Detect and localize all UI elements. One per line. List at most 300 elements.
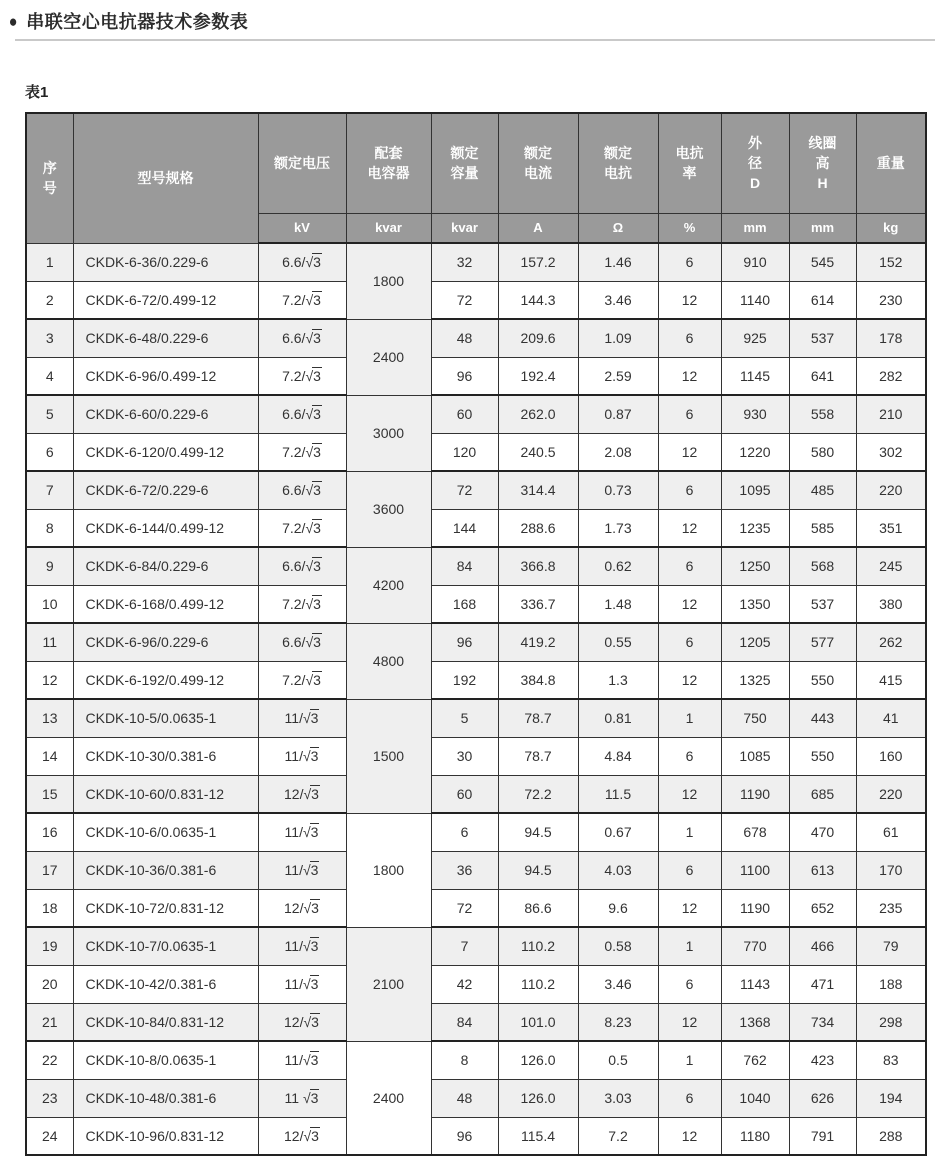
parameters-table xyxy=(25,112,927,1156)
col-header-label-line: 重量 xyxy=(876,155,905,172)
cell-capacitor: 2400 xyxy=(346,1041,431,1155)
cell-voltage xyxy=(258,775,346,813)
sqrt-icon: √3 xyxy=(305,254,321,271)
voltage-prefix: 12/ xyxy=(284,1127,304,1144)
col-header-diameter xyxy=(721,113,789,213)
cell-model: CKDK-10-60/0.831-12 xyxy=(73,775,258,813)
col-header-current xyxy=(498,113,578,213)
cell-diameter: 1140 xyxy=(721,281,789,319)
cell-model: CKDK-6-48/0.229-6 xyxy=(73,319,258,357)
cell-weight: 235 xyxy=(856,889,926,927)
table-row xyxy=(26,623,926,661)
col-header-voltage xyxy=(258,113,346,213)
cell-rate: 12 xyxy=(658,357,721,395)
cell-rate: 12 xyxy=(658,1117,721,1155)
col-header-reactance xyxy=(578,113,658,213)
cell-weight: 380 xyxy=(856,585,926,623)
cell-current: 78.7 xyxy=(498,737,578,775)
cell-voltage xyxy=(258,509,346,547)
cell-weight: 170 xyxy=(856,851,926,889)
cell-rate: 1 xyxy=(658,1041,721,1079)
cell-no: 19 xyxy=(26,927,73,965)
cell-model: CKDK-6-120/0.499-12 xyxy=(73,433,258,471)
cell-capacitor: 1800 xyxy=(346,813,431,927)
cell-coil-height: 585 xyxy=(789,509,856,547)
voltage-radicand: 3 xyxy=(313,482,321,499)
cell-capacity: 60 xyxy=(431,775,498,813)
col-header-label-line: 电流 xyxy=(524,165,552,182)
voltage-prefix: 7.2/ xyxy=(282,291,306,308)
voltage-prefix: 6.6/ xyxy=(282,254,306,271)
header-row-labels xyxy=(26,113,926,213)
cell-capacity: 84 xyxy=(431,547,498,585)
col-header-rate xyxy=(658,113,721,213)
cell-weight: 41 xyxy=(856,699,926,737)
voltage-prefix: 11/ xyxy=(284,976,303,992)
cell-model: CKDK-6-84/0.229-6 xyxy=(73,547,258,585)
cell-voltage xyxy=(258,1117,346,1155)
cell-reactance: 1.09 xyxy=(578,319,658,357)
cell-voltage xyxy=(258,813,346,851)
cell-rate: 12 xyxy=(658,509,721,547)
cell-rate: 6 xyxy=(658,395,721,433)
col-header-label-line: 容量 xyxy=(450,165,479,182)
cell-capacity: 96 xyxy=(431,1117,498,1155)
cell-no: 11 xyxy=(26,623,73,661)
cell-current: 419.2 xyxy=(498,623,578,661)
table-row xyxy=(26,737,926,775)
cell-weight: 245 xyxy=(856,547,926,585)
sqrt-icon: √3 xyxy=(302,748,319,764)
table-row xyxy=(26,547,926,585)
sqrt-icon: √3 xyxy=(305,595,321,612)
cell-weight: 298 xyxy=(856,1003,926,1041)
cell-current: 94.5 xyxy=(498,813,578,851)
cell-diameter: 1250 xyxy=(721,547,789,585)
col-unit-capacitor: kvar xyxy=(346,213,431,243)
cell-capacity: 96 xyxy=(431,357,498,395)
cell-voltage xyxy=(258,433,346,471)
cell-current: 110.2 xyxy=(498,965,578,1003)
cell-current: 209.6 xyxy=(498,319,578,357)
cell-weight: 188 xyxy=(856,965,926,1003)
cell-no: 16 xyxy=(26,813,73,851)
cell-current: 72.2 xyxy=(498,775,578,813)
col-header-coil_height xyxy=(789,113,856,213)
table-row xyxy=(26,661,926,699)
cell-current: 115.4 xyxy=(498,1117,578,1155)
col-unit-diameter: mm xyxy=(721,213,789,243)
cell-capacity: 96 xyxy=(431,623,498,661)
voltage-radicand: 3 xyxy=(310,1090,319,1106)
cell-capacity: 8 xyxy=(431,1041,498,1079)
cell-current: 192.4 xyxy=(498,357,578,395)
cell-model: CKDK-10-7/0.0635-1 xyxy=(73,927,258,965)
cell-no: 14 xyxy=(26,737,73,775)
cell-coil-height: 734 xyxy=(789,1003,856,1041)
voltage-radicand: 3 xyxy=(310,1052,319,1069)
cell-voltage xyxy=(258,965,346,1003)
cell-voltage xyxy=(258,699,346,737)
sqrt-icon: √3 xyxy=(303,1127,319,1144)
cell-rate: 1 xyxy=(658,813,721,851)
col-header-label-line: 电抗 xyxy=(604,165,632,182)
cell-capacity: 84 xyxy=(431,1003,498,1041)
col-header-label-line: 率 xyxy=(682,165,697,182)
cell-capacity: 30 xyxy=(431,737,498,775)
cell-rate: 6 xyxy=(658,965,721,1003)
cell-weight: 210 xyxy=(856,395,926,433)
cell-capacity: 5 xyxy=(431,699,498,737)
cell-diameter: 930 xyxy=(721,395,789,433)
table-row xyxy=(26,699,926,737)
col-header-capacity xyxy=(431,113,498,213)
cell-diameter: 1368 xyxy=(721,1003,789,1041)
cell-no: 24 xyxy=(26,1117,73,1155)
cell-current: 126.0 xyxy=(498,1079,578,1117)
cell-voltage xyxy=(258,737,346,775)
cell-capacitor: 4800 xyxy=(346,623,431,699)
cell-current: 314.4 xyxy=(498,471,578,509)
cell-rate: 12 xyxy=(658,281,721,319)
voltage-prefix: 7.2/ xyxy=(282,443,306,460)
cell-current: 101.0 xyxy=(498,1003,578,1041)
cell-rate: 12 xyxy=(658,433,721,471)
cell-current: 288.6 xyxy=(498,509,578,547)
cell-reactance: 1.48 xyxy=(578,585,658,623)
cell-no: 7 xyxy=(26,471,73,509)
cell-model: CKDK-10-36/0.381-6 xyxy=(73,851,258,889)
sqrt-icon: √3 xyxy=(305,634,321,651)
cell-weight: 61 xyxy=(856,813,926,851)
cell-voltage xyxy=(258,243,346,281)
cell-diameter: 1220 xyxy=(721,433,789,471)
table-row xyxy=(26,509,926,547)
cell-rate: 6 xyxy=(658,851,721,889)
cell-reactance: 3.03 xyxy=(578,1079,658,1117)
cell-diameter: 1180 xyxy=(721,1117,789,1155)
cell-voltage xyxy=(258,851,346,889)
cell-rate: 6 xyxy=(658,243,721,281)
sqrt-icon: √3 xyxy=(305,671,321,688)
col-unit-current: A xyxy=(498,213,578,243)
voltage-radicand: 3 xyxy=(310,976,319,992)
voltage-prefix: 12/ xyxy=(284,1013,304,1030)
cell-diameter: 1145 xyxy=(721,357,789,395)
table-row xyxy=(26,965,926,1003)
cell-capacitor: 2400 xyxy=(346,319,431,395)
cell-coil-height: 568 xyxy=(789,547,856,585)
col-header-label-line: 径 xyxy=(748,155,762,172)
cell-model: CKDK-10-30/0.381-6 xyxy=(73,737,258,775)
table-row xyxy=(26,585,926,623)
cell-weight: 282 xyxy=(856,357,926,395)
voltage-prefix: 11/ xyxy=(284,938,303,955)
cell-current: 366.8 xyxy=(498,547,578,585)
table-row xyxy=(26,1079,926,1117)
cell-no: 18 xyxy=(26,889,73,927)
cell-current: 336.7 xyxy=(498,585,578,623)
voltage-prefix: 6.6/ xyxy=(282,330,306,347)
sqrt-icon: √3 xyxy=(305,291,321,308)
cell-reactance: 0.62 xyxy=(578,547,658,585)
sqrt-icon: √3 xyxy=(303,1013,319,1030)
cell-model: CKDK-6-192/0.499-12 xyxy=(73,661,258,699)
voltage-radicand: 3 xyxy=(310,938,319,955)
cell-coil-height: 577 xyxy=(789,623,856,661)
cell-model: CKDK-10-48/0.381-6 xyxy=(73,1079,258,1117)
cell-capacity: 42 xyxy=(431,965,498,1003)
cell-weight: 83 xyxy=(856,1041,926,1079)
cell-coil-height: 537 xyxy=(789,319,856,357)
cell-rate: 6 xyxy=(658,737,721,775)
bullet-icon: ● xyxy=(8,11,18,31)
cell-current: 86.6 xyxy=(498,889,578,927)
sqrt-icon: √3 xyxy=(305,443,321,460)
cell-capacity: 32 xyxy=(431,243,498,281)
cell-no: 12 xyxy=(26,661,73,699)
cell-voltage xyxy=(258,927,346,965)
sqrt-icon: √3 xyxy=(302,710,319,727)
cell-coil-height: 652 xyxy=(789,889,856,927)
cell-capacity: 6 xyxy=(431,813,498,851)
cell-diameter: 1143 xyxy=(721,965,789,1003)
table-row xyxy=(26,1041,926,1079)
cell-coil-height: 470 xyxy=(789,813,856,851)
col-unit-coil_height: mm xyxy=(789,213,856,243)
cell-coil-height: 485 xyxy=(789,471,856,509)
cell-weight: 220 xyxy=(856,775,926,813)
cell-capacitor: 3000 xyxy=(346,395,431,471)
cell-reactance: 11.5 xyxy=(578,775,658,813)
cell-rate: 12 xyxy=(658,775,721,813)
cell-voltage xyxy=(258,889,346,927)
cell-model: CKDK-10-84/0.831-12 xyxy=(73,1003,258,1041)
cell-no: 15 xyxy=(26,775,73,813)
table-row xyxy=(26,1003,926,1041)
cell-no: 21 xyxy=(26,1003,73,1041)
cell-capacitor: 1800 xyxy=(346,243,431,319)
table-row xyxy=(26,851,926,889)
cell-capacity: 72 xyxy=(431,471,498,509)
voltage-radicand: 3 xyxy=(313,558,321,575)
cell-current: 240.5 xyxy=(498,433,578,471)
cell-reactance: 3.46 xyxy=(578,965,658,1003)
cell-diameter: 1100 xyxy=(721,851,789,889)
cell-model: CKDK-10-96/0.831-12 xyxy=(73,1117,258,1155)
cell-diameter: 1040 xyxy=(721,1079,789,1117)
cell-model: CKDK-6-72/0.499-12 xyxy=(73,281,258,319)
voltage-radicand: 3 xyxy=(313,291,321,308)
cell-weight: 220 xyxy=(856,471,926,509)
voltage-prefix: 6.6/ xyxy=(282,634,306,651)
cell-no: 2 xyxy=(26,281,73,319)
cell-capacity: 36 xyxy=(431,851,498,889)
col-header-label-line: 号 xyxy=(42,180,57,197)
cell-reactance: 9.6 xyxy=(578,889,658,927)
cell-diameter: 1325 xyxy=(721,661,789,699)
cell-voltage xyxy=(258,281,346,319)
cell-weight: 302 xyxy=(856,433,926,471)
voltage-prefix: 11 xyxy=(284,1090,303,1106)
cell-current: 126.0 xyxy=(498,1041,578,1079)
cell-reactance: 2.08 xyxy=(578,433,658,471)
sqrt-icon: √3 xyxy=(302,976,319,992)
cell-rate: 6 xyxy=(658,623,721,661)
cell-capacitor: 1500 xyxy=(346,699,431,813)
col-unit-reactance: Ω xyxy=(578,213,658,243)
cell-diameter: 770 xyxy=(721,927,789,965)
cell-no: 17 xyxy=(26,851,73,889)
table-row xyxy=(26,813,926,851)
voltage-radicand: 3 xyxy=(311,1013,319,1030)
cell-reactance: 0.81 xyxy=(578,699,658,737)
cell-capacity: 72 xyxy=(431,281,498,319)
table-row xyxy=(26,889,926,927)
cell-diameter: 1350 xyxy=(721,585,789,623)
cell-model: CKDK-10-72/0.831-12 xyxy=(73,889,258,927)
cell-coil-height: 613 xyxy=(789,851,856,889)
cell-capacity: 48 xyxy=(431,319,498,357)
cell-no: 10 xyxy=(26,585,73,623)
cell-capacitor: 4200 xyxy=(346,547,431,623)
voltage-prefix: 6.6/ xyxy=(282,406,306,423)
col-unit-rate: % xyxy=(658,213,721,243)
cell-rate: 1 xyxy=(658,699,721,737)
cell-diameter: 762 xyxy=(721,1041,789,1079)
sqrt-icon: √3 xyxy=(305,367,321,384)
cell-coil-height: 423 xyxy=(789,1041,856,1079)
cell-weight: 194 xyxy=(856,1079,926,1117)
col-header-label-line: D xyxy=(749,175,761,192)
cell-weight: 152 xyxy=(856,243,926,281)
voltage-prefix: 11/ xyxy=(284,748,303,764)
cell-diameter: 750 xyxy=(721,699,789,737)
voltage-radicand: 3 xyxy=(313,671,321,688)
cell-no: 8 xyxy=(26,509,73,547)
voltage-prefix: 6.6/ xyxy=(282,558,306,575)
voltage-prefix: 11/ xyxy=(284,862,303,878)
cell-voltage xyxy=(258,319,346,357)
title-underline xyxy=(15,39,935,41)
cell-capacitor: 3600 xyxy=(346,471,431,547)
cell-diameter: 1190 xyxy=(721,775,789,813)
voltage-prefix: 6.6/ xyxy=(282,482,306,499)
cell-coil-height: 550 xyxy=(789,737,856,775)
cell-model: CKDK-6-168/0.499-12 xyxy=(73,585,258,623)
cell-reactance: 0.5 xyxy=(578,1041,658,1079)
cell-weight: 160 xyxy=(856,737,926,775)
table-row xyxy=(26,357,926,395)
cell-voltage xyxy=(258,357,346,395)
cell-weight: 415 xyxy=(856,661,926,699)
cell-voltage xyxy=(258,661,346,699)
cell-reactance: 4.03 xyxy=(578,851,658,889)
voltage-radicand: 3 xyxy=(311,1127,319,1144)
cell-rate: 12 xyxy=(658,1003,721,1041)
cell-diameter: 925 xyxy=(721,319,789,357)
table-header xyxy=(26,113,926,243)
col-header-capacitor xyxy=(346,113,431,213)
cell-coil-height: 626 xyxy=(789,1079,856,1117)
cell-model: CKDK-6-36/0.229-6 xyxy=(73,243,258,281)
cell-current: 262.0 xyxy=(498,395,578,433)
voltage-radicand: 3 xyxy=(313,254,321,271)
cell-rate: 12 xyxy=(658,889,721,927)
voltage-prefix: 7.2/ xyxy=(282,519,306,536)
cell-model: CKDK-6-72/0.229-6 xyxy=(73,471,258,509)
cell-coil-height: 466 xyxy=(789,927,856,965)
cell-model: CKDK-10-5/0.0635-1 xyxy=(73,699,258,737)
cell-reactance: 0.67 xyxy=(578,813,658,851)
voltage-prefix: 7.2/ xyxy=(282,367,306,384)
table-row xyxy=(26,775,926,813)
sqrt-icon: √3 xyxy=(303,785,319,802)
cell-no: 13 xyxy=(26,699,73,737)
cell-current: 157.2 xyxy=(498,243,578,281)
cell-current: 78.7 xyxy=(498,699,578,737)
cell-capacity: 48 xyxy=(431,1079,498,1117)
page-title: 串联空心电抗器技术参数表 xyxy=(26,12,249,32)
cell-model: CKDK-10-6/0.0635-1 xyxy=(73,813,258,851)
cell-voltage xyxy=(258,585,346,623)
cell-voltage xyxy=(258,395,346,433)
sqrt-icon: √3 xyxy=(302,862,319,878)
table-label: 表1 xyxy=(25,84,49,101)
cell-rate: 6 xyxy=(658,547,721,585)
cell-rate: 6 xyxy=(658,319,721,357)
voltage-prefix: 12/ xyxy=(284,899,304,916)
sqrt-icon: √3 xyxy=(305,406,321,423)
cell-diameter: 1095 xyxy=(721,471,789,509)
voltage-radicand: 3 xyxy=(313,330,321,347)
voltage-radicand: 3 xyxy=(311,899,319,916)
voltage-prefix: 12/ xyxy=(284,785,304,802)
cell-reactance: 3.46 xyxy=(578,281,658,319)
cell-capacity: 120 xyxy=(431,433,498,471)
voltage-radicand: 3 xyxy=(310,710,319,727)
cell-voltage xyxy=(258,623,346,661)
cell-coil-height: 580 xyxy=(789,433,856,471)
cell-voltage xyxy=(258,471,346,509)
cell-diameter: 1190 xyxy=(721,889,789,927)
col-header-label-line: 外 xyxy=(748,135,762,152)
sqrt-icon: √3 xyxy=(305,519,321,536)
table-row xyxy=(26,1117,926,1155)
voltage-radicand: 3 xyxy=(313,595,321,612)
cell-coil-height: 558 xyxy=(789,395,856,433)
col-header-label-line: H xyxy=(817,175,828,192)
cell-rate: 1 xyxy=(658,927,721,965)
col-header-label-line: 配套 xyxy=(374,145,403,162)
voltage-radicand: 3 xyxy=(313,519,321,536)
sqrt-icon: √3 xyxy=(305,330,321,347)
cell-model: CKDK-10-42/0.381-6 xyxy=(73,965,258,1003)
cell-reactance: 1.73 xyxy=(578,509,658,547)
cell-no: 9 xyxy=(26,547,73,585)
col-header-label-line: 额定 xyxy=(604,145,632,162)
cell-reactance: 8.23 xyxy=(578,1003,658,1041)
cell-coil-height: 791 xyxy=(789,1117,856,1155)
voltage-radicand: 3 xyxy=(313,367,321,384)
cell-reactance: 1.3 xyxy=(578,661,658,699)
cell-reactance: 4.84 xyxy=(578,737,658,775)
col-header-label-line: 线圈 xyxy=(808,135,837,152)
voltage-prefix: 11/ xyxy=(284,824,303,841)
cell-diameter: 1205 xyxy=(721,623,789,661)
voltage-radicand: 3 xyxy=(311,785,319,802)
cell-coil-height: 550 xyxy=(789,661,856,699)
